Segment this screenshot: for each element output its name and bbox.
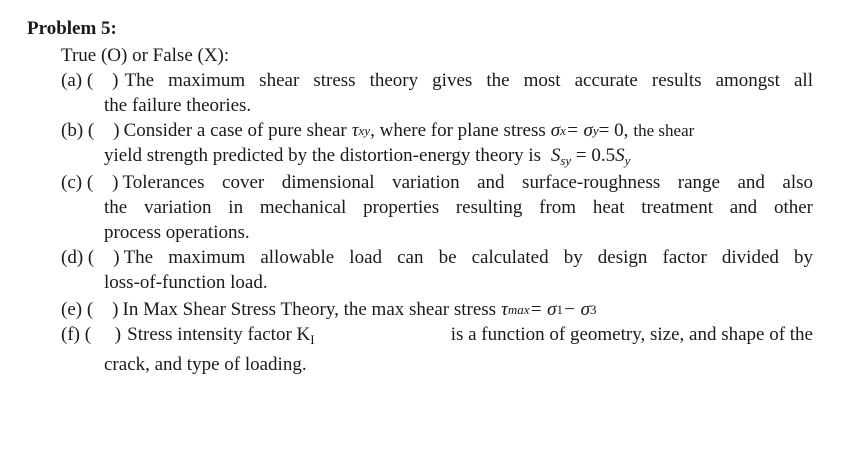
answer-blank-f[interactable]: (f) ( ) <box>61 324 122 345</box>
question-b-text-pre: Consider a case of pure shear <box>123 120 347 141</box>
answer-blank-b[interactable]: (b) ( ) <box>61 120 120 141</box>
equals-zero: = 0, <box>598 120 629 141</box>
sigma-x-subscript: x <box>560 123 566 138</box>
tau-symbol: τ <box>351 120 359 141</box>
sigma-y-subscript: y <box>592 123 599 138</box>
equals-sigma-1: = σ <box>529 299 557 320</box>
question-c <box>61 170 813 245</box>
question-d-text-line1: The maximum allowable load can be calculated by design factor divided by <box>123 247 813 268</box>
tau-max-symbol: τ <box>501 299 508 320</box>
sy-subscript: y <box>624 153 631 168</box>
question-b <box>61 118 813 173</box>
question-e <box>61 297 813 322</box>
question-c-text-line1: Tolerances cover dimensional variation and surface-roughness range and also <box>122 172 813 193</box>
question-c-text-line3: process operations. <box>104 222 250 243</box>
question-f-text-line2: crack, and type of loading. <box>104 354 307 375</box>
instructions: True (O) or False (X): <box>61 45 230 66</box>
sy-symbol: S <box>615 145 625 166</box>
sigma-1-subscript: 1 <box>556 302 564 317</box>
equals-sigma: = σ <box>565 120 593 141</box>
question-a-text-line2: the failure theories. <box>104 95 252 116</box>
question-b-text-mid: , where for plane stress <box>370 120 546 141</box>
sigma-3-subscript: 3 <box>589 302 597 317</box>
question-d <box>61 245 813 295</box>
question-a <box>61 68 813 118</box>
question-a-text-line1: The maximum shear stress theory gives the most accurate results amongst all <box>124 70 813 91</box>
answer-blank-c[interactable]: (c) ( ) <box>61 172 119 193</box>
tau-max-subscript: max <box>507 302 530 317</box>
ssy-symbol: S <box>550 145 561 166</box>
ssy-equals: = 0.5 <box>571 145 616 166</box>
answer-blank-e[interactable]: (e) ( ) <box>61 299 119 320</box>
tau-subscript: xy <box>358 123 371 138</box>
question-e-text: In Max Shear Stress Theory, the max shear stress <box>122 299 497 320</box>
ssy-subscript: sy <box>560 153 572 168</box>
answer-blank-d[interactable]: (d) ( ) <box>61 247 120 268</box>
question-d-text-line2: loss-of-function load. <box>104 272 268 293</box>
question-c-text-line2: the variation in mechanical properties resulting from heat treatment and other <box>104 197 813 218</box>
problem-title: Problem 5: <box>27 18 117 39</box>
question-b-text-post: the shear <box>633 121 695 140</box>
question-f-text-pre: Stress intensity factor K <box>127 324 311 345</box>
k-subscript: I <box>310 332 315 347</box>
minus-sigma-3: − σ <box>563 299 590 320</box>
question-b-text-line2: yield strength predicted by the distortion-energy theory is <box>104 145 542 166</box>
question-f-text-post: is a function of geometry, size, and shape of the <box>450 324 813 345</box>
question-f <box>61 322 813 377</box>
answer-blank-a[interactable]: (a) ( ) <box>61 70 119 91</box>
sigma-symbol: σ <box>550 120 561 141</box>
